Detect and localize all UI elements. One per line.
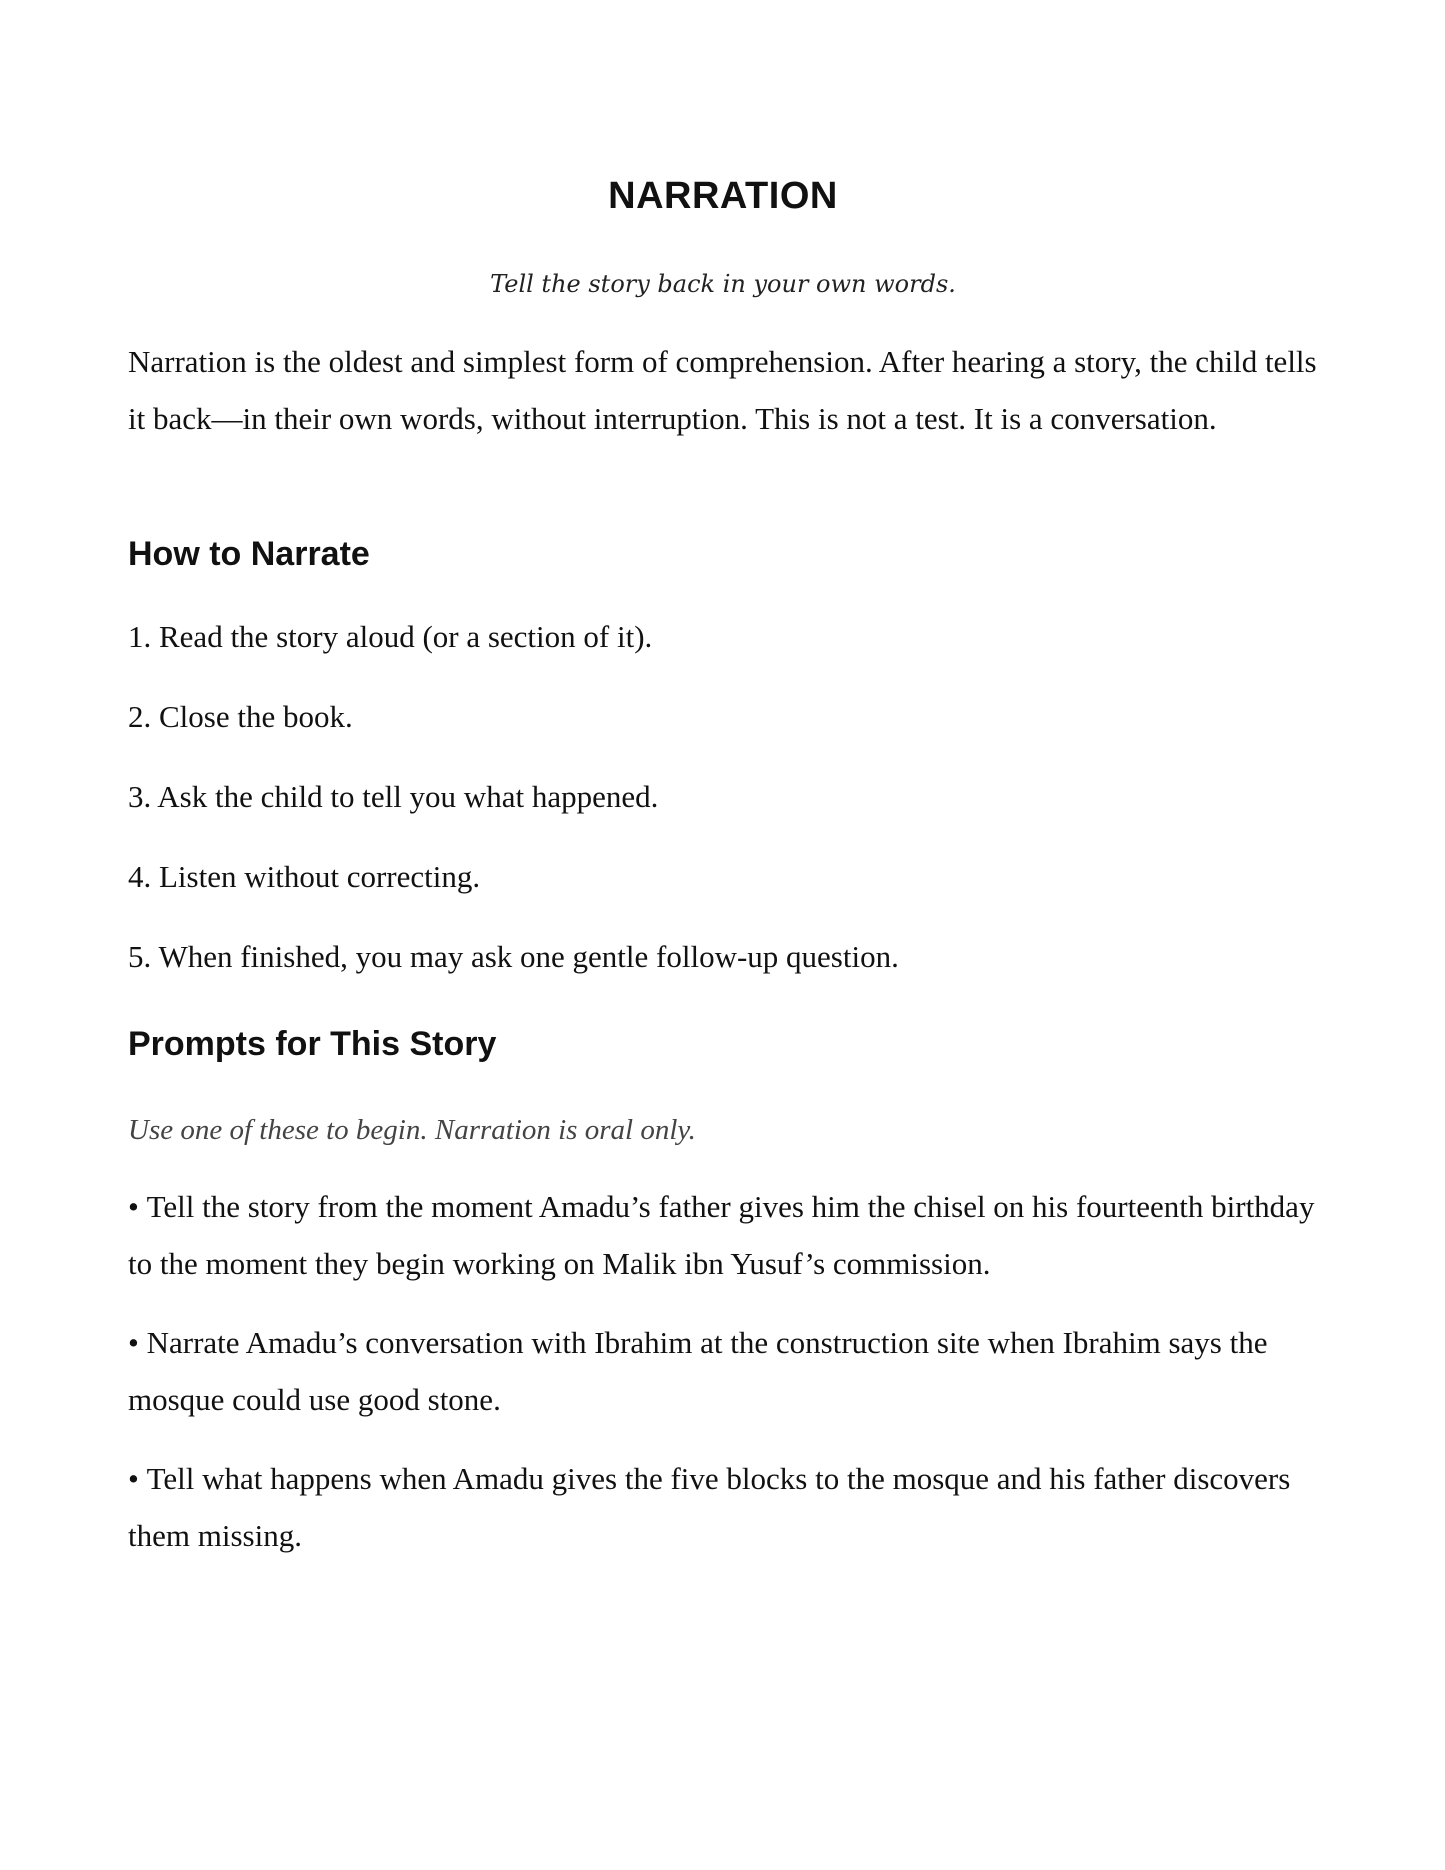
intro-paragraph: Narration is the oldest and simplest form of comprehension. After hearing a story, the child tells it back—in their own words, without interruption. This is not a test. It is a conversation. <box>128 344 1317 436</box>
step-item: 4. Listen without correcting. <box>128 859 481 894</box>
prompts-note: Use one of these to begin. Narration is oral only. <box>128 1114 696 1146</box>
step-item: 1. Read the story aloud (or a section of it). <box>128 619 653 654</box>
prompt-item: • Narrate Amadu’s conversation with Ibrahim at the construction site when Ibrahim says the mosque could use good stone. <box>128 1314 1318 1428</box>
prompts-heading: Prompts for This Story <box>128 1025 497 1063</box>
step-item: 3. Ask the child to tell you what happened. <box>128 779 659 814</box>
prompt-item: • Tell what happens when Amadu gives the five blocks to the mosque and his father discovers them missing. <box>128 1450 1318 1564</box>
how-to-heading: How to Narrate <box>128 535 370 573</box>
page-subtitle: Tell the story back in your own words. <box>490 270 956 298</box>
prompts-list <box>128 1178 1318 1586</box>
prompt-item: • Tell the story from the moment Amadu’s father gives him the chisel on his fourteenth birthday to the moment they begin working on Malik ibn Yusuf’s commission. <box>128 1178 1318 1292</box>
step-item: 5. When finished, you may ask one gentle follow-up question. <box>128 939 899 974</box>
steps-list <box>128 615 1318 1015</box>
step-item: 2. Close the book. <box>128 699 353 734</box>
page-title: NARRATION <box>608 175 838 217</box>
